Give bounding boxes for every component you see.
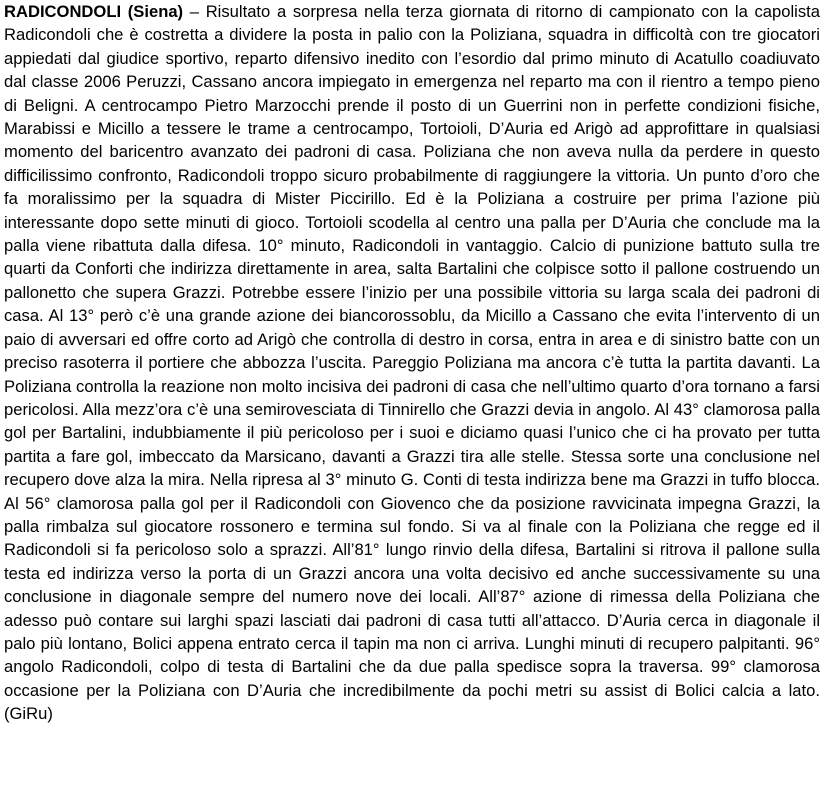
dateline-separator: –	[183, 2, 206, 21]
author-signature: (GiRu)	[4, 704, 53, 724]
article-body: Risultato a sorpresa nella terza giornata di ritorno di campionato con la capolista Radicondoli che è costretta a dividere la posta in palio con la Poliziana, squadra in difficoltà con tre giocatori appiedati dal giudice sportivo, reparto difensivo inedito con l’esordio dal primo minuto di Acatullo coadiuvato dal classe 2006 Peruzzi, Cassano ancora impiegato in emergenza nel reparto ma con il rientro a tempo pieno di Beligni. A centrocampo Pietro Marzocchi prende il posto di un Guerrini non in perfette condizioni fisiche, Marabissi e Micillo a tessere le trame a centrocampo, Tortoioli, D’Auria ed Arigò ad approfittare in qualsiasi momento del baricentro avanzato dei padroni di casa. Poliziana che non aveva nulla da perdere in questo difficilissimo confronto, Radicondoli troppo sicuro probabilmente di raggiungere la vittoria. Un punto d’oro che fa moralissimo per la squadra di Mister Piccirillo. Ed è la Poliziana a costruire per prima l’azione più interessante dopo sette minuti di gioco. Tortoioli scodella al centro una palla per D’Auria che conclude ma la palla viene ribattuta dalla difesa. 10° minuto, Radicondoli in vantaggio. Calcio di punizione battuto sulla tre quarti da Conforti che indirizza direttamente in area, salta Bartalini che colpisce sotto il pallone costruendo un pallonetto che supera Grazzi. Potrebbe essere l’inizio per una possibile vittoria su larga scala dei padroni di casa. Al 13° però c’è una grande azione dei biancorossoblu, da Micillo a Cassano che evita l’intervento di un paio di avversari ed offre corto ad Arigò che controlla di destro in corsa, entra in area e di sinistro batte con un preciso rasoterra il portiere che abbozza l’uscita. Pareggio Poliziana ma ancora c’è tutta la partita davanti. La Poliziana controlla la reazione non molto incisiva dei padroni di casa che nell’ultimo quarto d’ora tornano a farsi pericolosi. Alla mezz’ora c’è una semirovesciata di Tinnirello che Grazzi devia in angolo. Al 43° clamorosa palla gol per Bartalini, indubbiamente il più pericoloso per i suoi e diciamo quasi l’unico che ci ha provato per tutta partita a fare gol, imbeccato da Marsicano, davanti a Grazzi tira alle stelle. Stessa sorte una conclusione nel recupero dove alza la mira. Nella ripresa al 3° minuto G. Conti di testa indirizza bene ma Grazzi in tuffo blocca. Al 56° clamorosa palla gol per il Radicondoli con Giovenco che da posizione ravvicinata impegna Grazzi, la palla rimbalza sul giocatore rossonero e termina sul fondo. Si va al finale con la Poliziana che regge ed il Radicondoli si fa pericoloso solo a sprazzi. All’81° lungo rinvio della difesa, Bartalini si ritrova il pallone sulla testa ed indirizza verso la porta di un Grazzi ancora una volta decisivo ed anche successivamente su una conclusione in diagonale sempre del numero nove dei locali. All’87° azione di rimessa della Poliziana che adesso può contare sui larghi spazi lasciati dai padroni di casa tutti all’attacco. D’Auria cerca in diagonale il palo più lontano, Bolici appena entrato cerca il tapin ma non ci arriva. Lunghi minuti di recupero palpitanti. 96° angolo Radicondoli, colpo di testa di Bartalini che da due palla spedisce sopra la traversa. 99° clamorosa occasione per la Poliziana con D’Auria che incredibilmente da pochi metri su assist di Bolici calcia a lato.	[4, 2, 821, 700]
article-dateline: RADICONDOLI (Siena)	[4, 2, 184, 21]
